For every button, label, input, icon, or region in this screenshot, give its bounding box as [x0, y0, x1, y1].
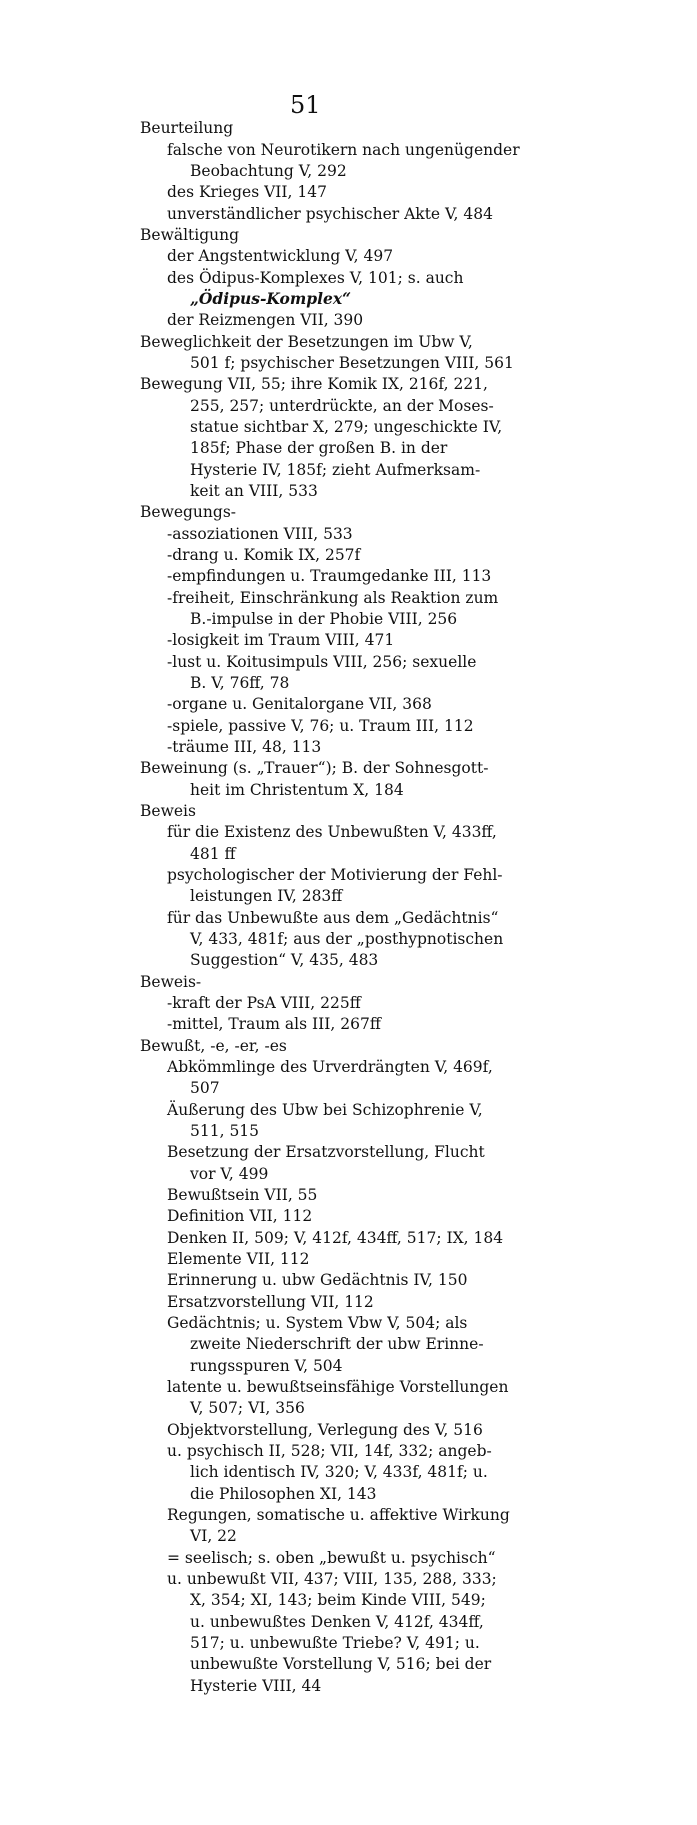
index-subentry: VI, 22 [190, 1527, 237, 1545]
index-subentry: Denken II, 509; V, 412f, 434ff, 517; IX, 184 [167, 1229, 504, 1247]
index-subentry: 255, 257; unterdrückte, an der Moses- [190, 397, 494, 415]
index-heading: Beweis- [140, 973, 202, 991]
index-subentry: = seelisch; s. oben „bewußt u. psychisch“ [167, 1549, 496, 1567]
page-number: 51 [290, 91, 321, 119]
index-subentry: unverständlicher psychischer Akte V, 484 [167, 205, 493, 223]
index-subentry: 501 f; psychischer Besetzungen VIII, 561 [190, 354, 514, 372]
index-subentry: B. V, 76ff, 78 [190, 674, 290, 692]
index-subentry: für die Existenz des Unbewußten V, 433ff, [167, 823, 497, 841]
index-subentry: zweite Niederschrift der ubw Erinne- [190, 1335, 484, 1353]
index-subentry: V, 433, 481f; aus der „posthypnotischen [190, 930, 504, 948]
index-subentry: u. unbewußtes Denken V, 412f, 434ff, [190, 1613, 484, 1631]
index-subentry: -assoziationen VIII, 533 [167, 525, 353, 543]
index-subentry: Gedächtnis; u. System Vbw V, 504; als [167, 1314, 468, 1332]
index-subentry: Äußerung des Ubw bei Schizophrenie V, [167, 1101, 483, 1119]
index-heading: Bewegungs- [140, 503, 237, 521]
index-subentry: Erinnerung u. ubw Gedächtnis IV, 150 [167, 1271, 468, 1289]
index-subentry: heit im Christentum X, 184 [190, 781, 404, 799]
index-subentry: Beobachtung V, 292 [190, 162, 347, 180]
index-heading: Beurteilung [140, 119, 234, 137]
index-subentry: -kraft der PsA VIII, 225ff [167, 994, 361, 1012]
index-subentry: für das Unbewußte aus dem „Gedächtnis“ [167, 909, 499, 927]
index-subentry: u. psychisch II, 528; VII, 14f, 332; angeb- [167, 1442, 492, 1460]
index-subentry: latente u. bewußtseinsfähige Vorstellungen [167, 1378, 509, 1396]
index-heading: Beweglichkeit der Besetzungen im Ubw V, [140, 333, 473, 351]
index-subentry: keit an VIII, 533 [190, 482, 318, 500]
index-subentry: Bewußtsein VII, 55 [167, 1186, 318, 1204]
index-subentry: -träume III, 48, 113 [167, 738, 322, 756]
index-subentry: Elemente VII, 112 [167, 1250, 310, 1268]
index-subentry: „Ödipus-Komplex“ [190, 289, 352, 308]
index-subentry: falsche von Neurotikern nach ungenügender [167, 141, 520, 159]
index-subentry: 511, 515 [190, 1122, 260, 1140]
index-subentry: des Ödipus-Komplexes V, 101; s. auch [167, 269, 464, 287]
index-subentry: -drang u. Komik IX, 257f [167, 546, 361, 564]
index-subentry: -spiele, passive V, 76; u. Traum III, 112 [167, 717, 474, 735]
index-subentry: u. unbewußt VII, 437; VIII, 135, 288, 333; [167, 1570, 497, 1588]
index-subentry: 185f; Phase der großen B. in der [190, 439, 448, 457]
index-subentry: Ersatzvorstellung VII, 112 [167, 1293, 374, 1311]
index-subentry: psychologischer der Motivierung der Fehl- [167, 866, 503, 884]
index-subentry: -lust u. Koitusimpuls VIII, 256; sexuelle [167, 653, 477, 671]
index-subentry: der Angstentwicklung V, 497 [167, 247, 394, 265]
index-subentry: unbewußte Vorstellung V, 516; bei der [190, 1655, 492, 1673]
index-subentry: rungsspuren V, 504 [190, 1357, 343, 1375]
index-subentry: -losigkeit im Traum VIII, 471 [167, 631, 395, 649]
index-subentry: der Reizmengen VII, 390 [167, 311, 364, 329]
index-subentry: des Krieges VII, 147 [167, 183, 327, 201]
index-subentry: Abkömmlinge des Urverdrängten V, 469f, [167, 1058, 493, 1076]
index-subentry: 507 [190, 1079, 220, 1097]
index-subentry: 517; u. unbewußte Triebe? V, 491; u. [190, 1634, 480, 1652]
index-subentry: -freiheit, Einschränkung als Reaktion zum [167, 589, 499, 607]
index-subentry: -organe u. Genitalorgane VII, 368 [167, 695, 432, 713]
index-subentry: Hysterie VIII, 44 [190, 1677, 322, 1695]
index-heading: Bewegung VII, 55; ihre Komik IX, 216f, 221, [140, 375, 488, 393]
index-subentry: B.-impulse in der Phobie VIII, 256 [190, 610, 458, 628]
index-subentry: die Philosophen XI, 143 [190, 1485, 377, 1503]
index-subentry: X, 354; XI, 143; beim Kinde VIII, 549; [190, 1591, 486, 1609]
index-heading: Bewältigung [140, 226, 240, 244]
index-subentry: V, 507; VI, 356 [190, 1399, 305, 1417]
index-subentry: Definition VII, 112 [167, 1207, 313, 1225]
index-subentry: leistungen IV, 283ff [190, 887, 343, 905]
index-subentry: -mittel, Traum als III, 267ff [167, 1015, 381, 1033]
index-heading: Beweis [140, 802, 196, 820]
index-heading: Bewußt, -e, -er, -es [140, 1037, 287, 1055]
index-subentry: 481 ff [190, 845, 236, 863]
index-subentry: vor V, 499 [190, 1165, 269, 1183]
index-heading: Beweinung (s. „Trauer“); B. der Sohnesgott- [140, 759, 489, 777]
index-subentry: Hysterie IV, 185f; zieht Aufmerksam- [190, 461, 481, 479]
index-subentry: Besetzung der Ersatzvorstellung, Flucht [167, 1143, 485, 1161]
index-subentry: -empfindungen u. Traumgedanke III, 113 [167, 567, 492, 585]
index-subentry: Suggestion“ V, 435, 483 [190, 951, 379, 969]
index-subentry: Objektvorstellung, Verlegung des V, 516 [167, 1421, 483, 1439]
index-subentry: lich identisch IV, 320; V, 433f, 481f; u. [190, 1463, 488, 1481]
index-subentry: statue sichtbar X, 279; ungeschickte IV, [190, 418, 503, 436]
index-subentry: Regungen, somatische u. affektive Wirkung [167, 1506, 510, 1524]
